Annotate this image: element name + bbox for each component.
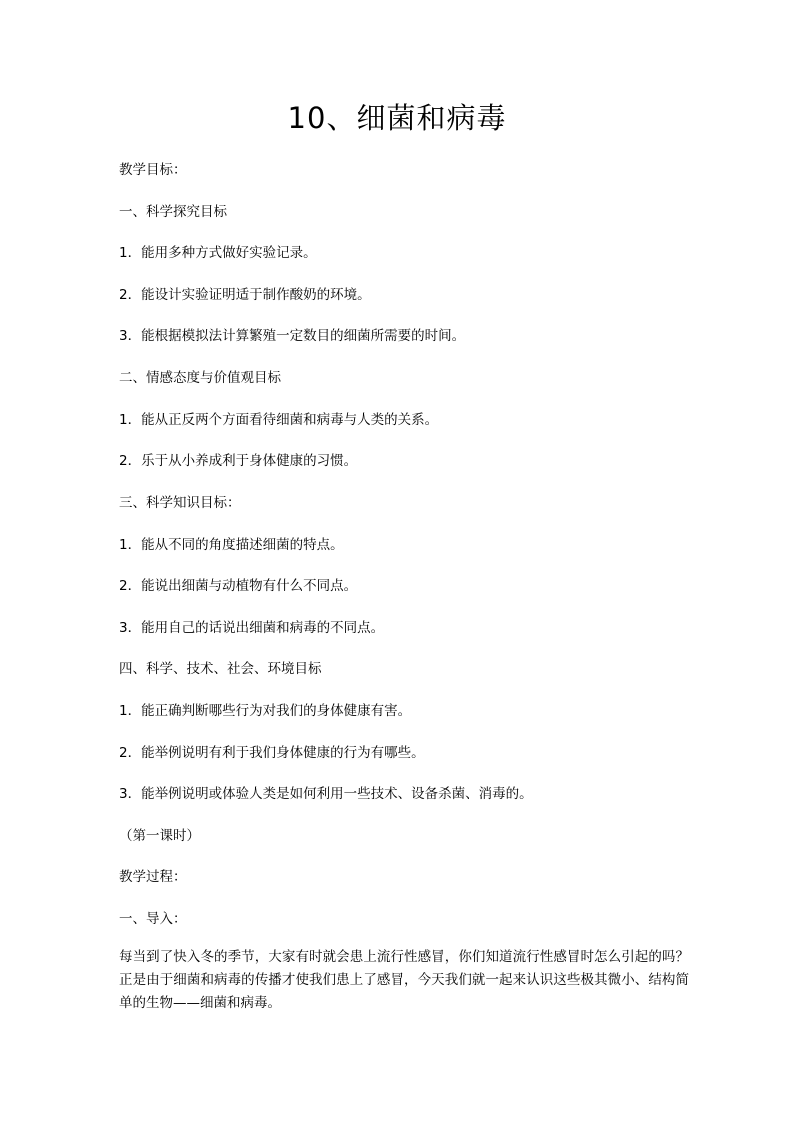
document-title: 10、细菌和病毒 [287, 101, 507, 135]
section-heading: 二、情感态度与价值观目标 [119, 370, 281, 386]
list-item: 2．能设计实验证明适于制作酸奶的环境。 [119, 287, 371, 303]
section-heading: 三、科学知识目标： [119, 495, 241, 511]
list-item: 1．能从正反两个方面看待细菌和病毒与人类的关系。 [119, 412, 439, 428]
section-heading-teaching-process: 教学过程： [119, 869, 187, 885]
section-heading: 一、科学探究目标 [119, 204, 227, 220]
list-item: 3．能根据模拟法计算繁殖一定数目的细菌所需要的时间。 [119, 328, 466, 344]
list-item: 3．能举例说明或体验人类是如何利用一些技术、设备杀菌、消毒的。 [119, 786, 533, 802]
section-heading-teaching-goals: 教学目标： [119, 162, 187, 178]
list-item: 1．能从不同的角度描述细菌的特点。 [119, 537, 344, 553]
list-item: 2．能说出细菌与动植物有什么不同点。 [119, 578, 358, 594]
list-item: 1．能用多种方式做好实验记录。 [119, 245, 317, 261]
list-item: 3．能用自己的话说出细菌和病毒的不同点。 [119, 620, 385, 636]
intro-paragraph: 每当到了快入冬的季节，大家有时就会患上流行性感冒，你们知道流行性感冒时怎么引起的吗？正是由于细菌和病毒的传播才使我们患上了感冒，今天我们就一起来认识这些极其微小、结构简单的生物——细菌和病毒。 [119, 949, 689, 1011]
lesson-period-label: （第一课时） [119, 828, 200, 844]
section-heading: 四、科学、技术、社会、环境目标 [119, 661, 322, 677]
list-item: 2．能举例说明有利于我们身体健康的行为有哪些。 [119, 745, 425, 761]
list-item: 1．能正确判断哪些行为对我们的身体健康有害。 [119, 703, 412, 719]
list-item: 2．乐于从小养成利于身体健康的习惯。 [119, 453, 358, 469]
section-heading-introduction: 一、导入： [119, 911, 187, 927]
